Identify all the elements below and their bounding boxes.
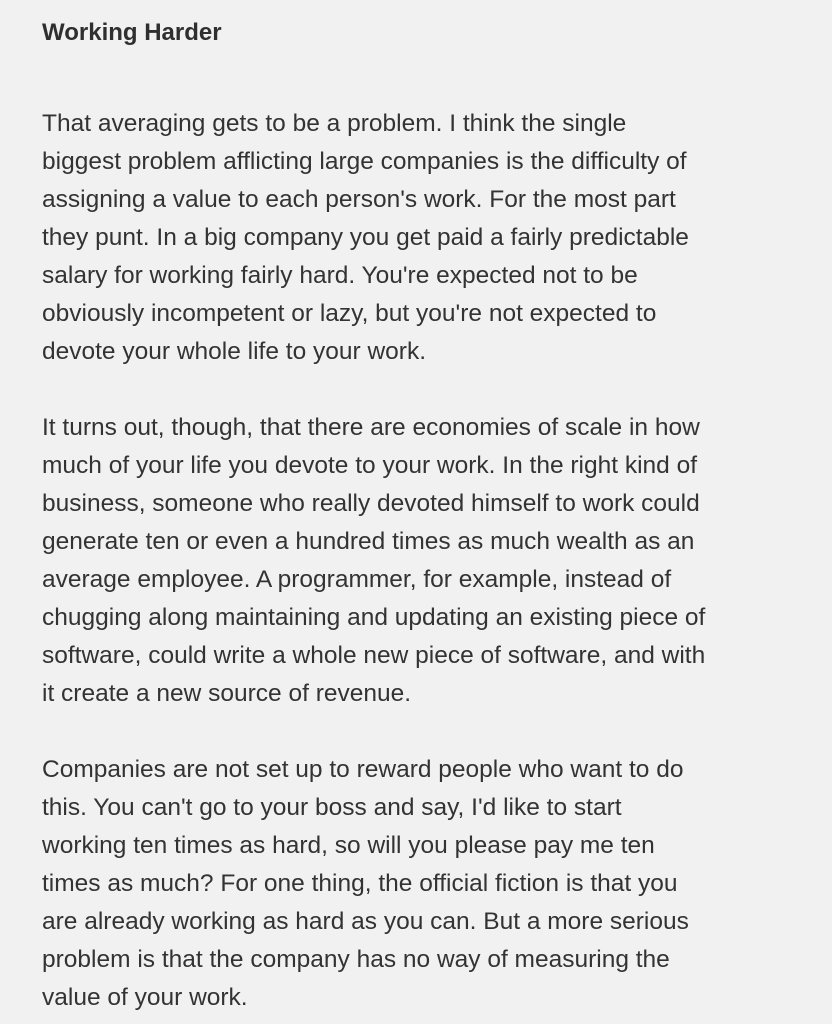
text-line: are already working as hard as you can. But a more serious [42, 908, 689, 935]
text-line: this. You can't go to your boss and say, I'd like to start [42, 794, 622, 821]
paragraph-2 [42, 409, 802, 713]
text-line: obviously incompetent or lazy, but you're not expected to [42, 300, 657, 327]
text-line: times as much? For one thing, the official fiction is that you [42, 870, 678, 897]
text-line: average employee. A programmer, for example, instead of [42, 566, 672, 593]
text-line: generate ten or even a hundred times as much wealth as an [42, 528, 695, 555]
text-line: much of your life you devote to your work. In the right kind of [42, 452, 698, 479]
text-line: assigning a value to each person's work. For the most part [42, 186, 676, 213]
text-line: salary for working fairly hard. You're expected not to be [42, 262, 638, 289]
article-title: Working Harder [42, 19, 222, 46]
text-line: value of your work. [42, 984, 248, 1011]
text-line: software, could write a whole new piece of software, and with [42, 642, 706, 669]
text-line: chugging along maintaining and updating an existing piece of [42, 604, 706, 631]
text-line: biggest problem afflicting large companies is the difficulty of [42, 148, 687, 175]
text-line: problem is that the company has no way of measuring the [42, 946, 670, 973]
article-body [42, 105, 802, 1017]
paragraph-1 [42, 105, 802, 371]
text-line: it create a new source of revenue. [42, 680, 412, 707]
text-line: That averaging gets to be a problem. I think the single [42, 110, 627, 137]
text-line: Companies are not set up to reward people who want to do [42, 756, 684, 783]
text-line: working ten times as hard, so will you please pay me ten [42, 832, 655, 859]
paragraph-3 [42, 751, 802, 1017]
text-line: business, someone who really devoted himself to work could [42, 490, 700, 517]
text-line: It turns out, though, that there are economies of scale in how [42, 414, 700, 441]
text-line: they punt. In a big company you get paid a fairly predictable [42, 224, 689, 251]
text-line: devote your whole life to your work. [42, 338, 427, 365]
